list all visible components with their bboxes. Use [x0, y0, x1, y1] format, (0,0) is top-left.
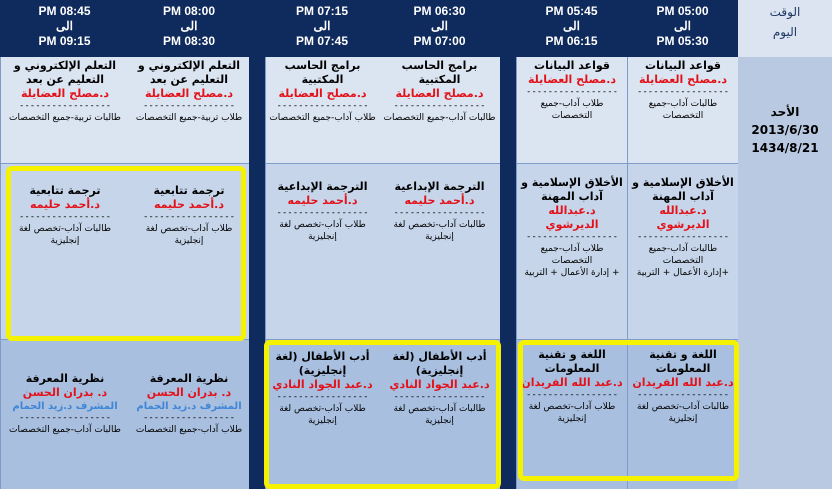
divider-dashes: -----------------	[142, 212, 236, 222]
session-cell	[265, 340, 379, 489]
instructor-name: د.عبد الجواد النادي	[272, 378, 373, 391]
session-cell	[265, 57, 379, 164]
time-slot-6	[0, 0, 129, 57]
instructor-name: د.مصلح العضايلة	[527, 73, 617, 86]
course-title: نظرية المعرفة	[149, 372, 229, 385]
audience-text: طلاب آداب-جميع التخصصات	[269, 113, 376, 123]
session-cell	[0, 340, 129, 489]
instructor-name: د.أحمد حليمه	[404, 194, 475, 207]
course-title: الأخلاق الإسلامية و آداب المهنة	[632, 176, 734, 203]
date-hijri: 1434/8/21	[751, 141, 819, 155]
divider-dashes: -----------------	[142, 413, 236, 423]
instructor-name: د.عبدالله الديرشوي	[545, 204, 599, 231]
course-title: التعلم الإلكتروني و التعليم عن بعد	[137, 59, 241, 86]
divider-dashes: -----------------	[525, 232, 619, 242]
course-title: أدب الأطفال (لغة إنجليزية)	[392, 350, 487, 377]
audience-text: طلاب آداب-جميع التخصصات	[540, 99, 604, 121]
session-cell	[265, 164, 379, 340]
supervisor-name: المشرف د.زيد الحمام	[12, 401, 118, 412]
divider-dashes: -----------------	[18, 101, 112, 111]
instructor-name: د.مصلح العضايلة	[278, 87, 367, 100]
time-slot-5	[129, 0, 249, 57]
audience-text: طلاب تربية-جميع التخصصات	[135, 113, 243, 123]
slot-start: 07:15 PM	[295, 4, 349, 18]
divider-dashes: -----------------	[525, 390, 619, 400]
time-day-corner	[738, 0, 832, 57]
instructor-name: د. بدران الحسن	[22, 386, 108, 399]
session-cell	[129, 164, 249, 340]
session-cell	[627, 57, 738, 164]
course-title: قواعد البيانات	[645, 59, 721, 72]
day-name: الأحد	[770, 105, 800, 119]
time-slot-1	[627, 0, 738, 57]
instructor-name: د.أحمد حليمه	[287, 194, 358, 207]
audience-text: طلاب آداب-جميع التخصصات	[135, 425, 243, 435]
course-title: اللغة و تقنية المعلومات	[538, 348, 606, 375]
course-title: برامج الحاسب المكتبية	[401, 59, 478, 86]
session-cell	[627, 340, 738, 489]
instructor-name: د.عبد الله الفريدان	[632, 376, 734, 389]
session-cell	[0, 57, 129, 164]
instructor-name: د. بدران الحسن	[146, 386, 232, 399]
divider-dashes: -----------------	[393, 101, 486, 111]
divider-dashes: -----------------	[18, 212, 112, 222]
course-title: نظرية المعرفة	[25, 372, 105, 385]
audience-text: طالبات تربية-جميع التخصصات	[9, 113, 121, 123]
time-label: الوقت	[769, 5, 801, 19]
slot-sep: الى	[674, 19, 691, 33]
instructor-name: د.مصلح العضايلة	[638, 73, 728, 86]
audience-text: طلاب آداب-تخصص لغة إنجليزية	[279, 220, 366, 242]
divider-dashes: -----------------	[636, 87, 730, 97]
date-gregorian: 2013/6/30	[751, 123, 819, 137]
slot-sep: الى	[313, 19, 331, 33]
time-slot-4	[265, 0, 379, 57]
audience-text: طالبات آداب-تخصص لغة إنجليزية	[393, 220, 486, 242]
divider-dashes: -----------------	[276, 392, 369, 402]
supervisor-name: المشرف د.زيد الحمام	[136, 401, 242, 412]
divider-dashes: -----------------	[276, 208, 369, 218]
session-cell	[516, 57, 627, 164]
instructor-name: د.عبدالله الديرشوي	[656, 204, 710, 231]
slot-sep: الى	[180, 19, 198, 33]
session-cell	[379, 57, 500, 164]
audience-extra: +إدارة الأعمال + التربية	[636, 268, 730, 278]
course-title: اللغة و تقنية المعلومات	[649, 348, 717, 375]
divider-dashes: -----------------	[636, 232, 730, 242]
day-cell	[738, 57, 832, 489]
course-title: الترجمة الإبداعية	[394, 180, 485, 193]
course-title: قواعد البيانات	[534, 59, 610, 72]
session-cell	[379, 164, 500, 340]
audience-text: طالبات آداب-جميع التخصصات	[648, 99, 718, 121]
audience-text: طالبات آداب-جميع التخصصات	[648, 244, 718, 266]
session-cell	[516, 340, 627, 489]
slot-end: 06:15 PM	[545, 34, 598, 48]
session-cell	[627, 164, 738, 340]
day-label: اليوم	[772, 25, 798, 39]
slot-sep: الى	[56, 19, 73, 33]
divider-dashes: -----------------	[636, 390, 730, 400]
divider-dashes: -----------------	[276, 101, 369, 111]
time-slot-3	[379, 0, 500, 57]
slot-end: 07:00 PM	[413, 34, 466, 48]
audience-text: طلاب آداب-جميع التخصصات	[540, 244, 604, 266]
course-title: الأخلاق الإسلامية و آداب المهنة	[521, 176, 623, 203]
course-title: ترجمة تتابعية	[29, 184, 101, 197]
audience-extra: + إدارة الأعمال + التربية	[524, 268, 620, 278]
divider-dashes: -----------------	[18, 413, 112, 423]
audience-text: طلاب آداب-تخصص لغة إنجليزية	[528, 402, 616, 424]
audience-text: طالبات آداب-جميع التخصصات	[383, 113, 496, 123]
page-bottom-margin	[0, 489, 832, 494]
course-title: أدب الأطفال (لغة إنجليزية)	[275, 350, 370, 377]
slot-start: 08:00 PM	[162, 4, 216, 18]
slot-end: 09:15 PM	[38, 34, 91, 48]
instructor-name: د.عبد الجواد النادي	[389, 378, 490, 391]
slot-start: 05:00 PM	[656, 4, 709, 18]
slot-start: 05:45 PM	[545, 4, 598, 18]
session-cell	[379, 340, 500, 489]
session-cell	[129, 57, 249, 164]
divider-dashes: -----------------	[525, 87, 619, 97]
audience-text: طلاب آداب-تخصص لغة إنجليزية	[145, 224, 233, 246]
time-slot-2	[516, 0, 627, 57]
slot-sep: الى	[563, 19, 580, 33]
divider-dashes: -----------------	[142, 101, 236, 111]
slot-end: 07:45 PM	[295, 34, 349, 48]
divider-dashes: -----------------	[393, 208, 486, 218]
slot-start: 08:45 PM	[38, 4, 91, 18]
instructor-name: د.مصلح العضايلة	[20, 87, 110, 100]
instructor-name: د.مصلح العضايلة	[144, 87, 234, 100]
slot-sep: الى	[431, 19, 448, 33]
instructor-name: د.مصلح العضايلة	[395, 87, 484, 100]
slot-end: 08:30 PM	[162, 34, 216, 48]
session-cell	[129, 340, 249, 489]
column-group-separator	[249, 0, 265, 489]
audience-text: طالبات آداب-جميع التخصصات	[9, 425, 121, 435]
instructor-name: د.أحمد حليمه	[29, 198, 101, 211]
course-title: الترجمة الإبداعية	[277, 180, 368, 193]
slot-start: 06:30 PM	[413, 4, 466, 18]
audience-text: طلاب آداب-تخصص لغة إنجليزية	[279, 404, 366, 426]
instructor-name: د.أحمد حليمه	[153, 198, 225, 211]
course-title: التعلم الإلكتروني و التعليم عن بعد	[13, 59, 117, 86]
session-cell	[516, 164, 627, 340]
instructor-name: د.عبد الله الفريدان	[521, 376, 623, 389]
course-title: برامج الحاسب المكتبية	[284, 59, 361, 86]
divider-dashes: -----------------	[393, 392, 486, 402]
audience-text: طالبات آداب-تخصص لغة إنجليزية	[393, 404, 486, 426]
slot-end: 05:30 PM	[656, 34, 709, 48]
audience-text: طالبات آداب-تخصص لغة إنجليزية	[636, 402, 730, 424]
column-group-separator	[500, 0, 516, 489]
session-cell	[0, 164, 129, 340]
course-title: ترجمة تتابعية	[153, 184, 225, 197]
audience-text: طالبات آداب-تخصص لغة إنجليزية	[18, 224, 112, 246]
